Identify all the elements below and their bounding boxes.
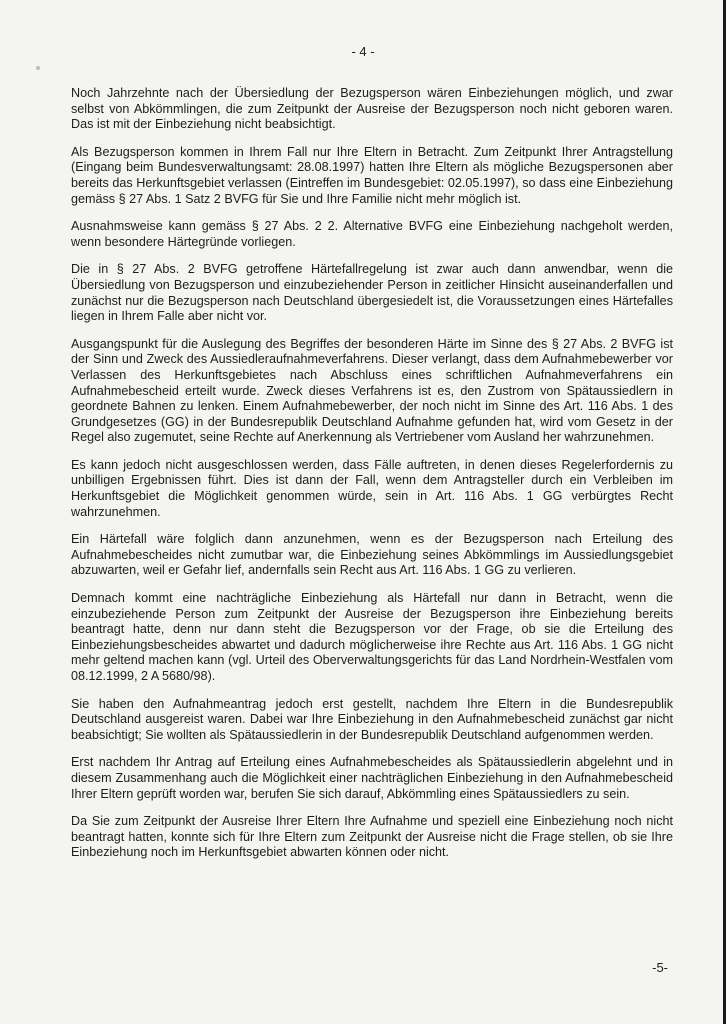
next-page-indicator: -5-	[652, 960, 668, 975]
paragraph: Die in § 27 Abs. 2 BVFG getroffene Härtefallregelung ist zwar auch dann anwendbar, wenn die Übersiedlung von Bezugsperson und einzubeziehender Person in zeitlicher Hinsicht auseinanderfallen und zunächst nur die Bezugsperson nach Deutschland übergesiedelt ist, die Voraussetzungen eines Härtefalles liegen in Ihrem Falle aber nicht vor.	[71, 262, 673, 324]
letter-body	[71, 86, 673, 873]
paragraph: Da Sie zum Zeitpunkt der Ausreise Ihrer Eltern Ihre Aufnahme und speziell eine Einbeziehung noch nicht beantragt hatten, konnte sich für Ihre Eltern zum Zeitpunkt der Ausreise nicht die Frage stellen, ob sie Ihre Einbeziehung noch im Herkunftsgebiet abwarten können oder nicht.	[71, 814, 673, 860]
paragraph: Sie haben den Aufnahmeantrag jedoch erst gestellt, nachdem Ihre Eltern in die Bundesrepublik Deutschland ausgereist waren. Dabei war Ihre Einbeziehung in den Aufnahmebescheid zunächst gar nicht beabsichtigt; Sie wollten als Spätaussiedlerin in der Bundesrepublik Deutschland aufgenommen werden.	[71, 696, 673, 742]
paragraph: Es kann jedoch nicht ausgeschlossen werden, dass Fälle auftreten, in denen dieses Regelerfordernis zu unbilligen Ergebnissen führt. Dies ist dann der Fall, wenn dem Antragsteller durch ein Verbleiben im Herkunftsgebiet die Möglichkeit genommen würde, sein in Art. 116 Abs. 1 GG verbürgtes Recht wahrzunehmen.	[71, 457, 673, 519]
paragraph: Als Bezugsperson kommen in Ihrem Fall nur Ihre Eltern in Betracht. Zum Zeitpunkt Ihrer Antragstellung (Eingang beim Bundesverwaltungsamt: 28.08.1997) hatten Ihre Eltern als mögliche Bezugspersonen aber bereits das Herkunftsgebiet verlassen (Eintreffen im Bundesgebiet: 02.05.1997), so dass eine Einbeziehung gemäss § 27 Abs. 1 Satz 2 BVFG für Sie und Ihre Familie nicht mehr möglich ist.	[71, 144, 673, 206]
page-number: - 4 -	[351, 44, 375, 59]
paragraph: Ausnahmsweise kann gemäss § 27 Abs. 2 2. Alternative BVFG eine Einbeziehung nachgeholt werden, wenn besondere Härtegründe vorliegen.	[71, 219, 673, 249]
paragraph: Noch Jahrzehnte nach der Übersiedlung der Bezugsperson wären Einbeziehungen möglich, und zwar selbst von Abkömmlingen, die zum Zeitpunkt der Ausreise der Bezugsperson noch nicht geboren waren. Das ist mit der Einbeziehung nicht beabsichtigt.	[71, 86, 673, 132]
paragraph: Demnach kommt eine nachträgliche Einbeziehung als Härtefall nur dann in Betracht, wenn die einzubeziehende Person zum Zeitpunkt der Ausreise der Bezugsperson ihre Einbeziehung bereits beantragt hatte, denn nur dann steht die Bezugsperson vor der Frage, ob sie die Erteilung des Einbeziehungsbescheides abwartet und dadurch möglicherweise ihre Rechte aus Art. 116 Abs. 1 GG nicht mehr geltend machen kann (vgl. Urteil des Oberverwaltungsgerichts für das Land Nordrhein-Westfalen vom 08.12.1999, 2 A 5680/98).	[71, 591, 673, 683]
scan-speck	[36, 66, 40, 70]
paragraph: Ein Härtefall wäre folglich dann anzunehmen, wenn es der Bezugsperson nach Erteilung des Aufnahmebescheides nicht zumutbar war, die Einbeziehung seines Abkömmlings im Aussiedlungsgebiet abzuwarten, weil er Gefahr lief, andernfalls sein Recht aus Art. 116 Abs. 1 GG zu verlieren.	[71, 532, 673, 578]
paragraph: Erst nachdem Ihr Antrag auf Erteilung eines Aufnahmebescheides als Spätaussiedlerin abgelehnt und in diesem Zusammenhang auch die Möglichkeit einer nachträglichen Einbeziehung in den Aufnahmebescheid Ihrer Eltern geprüft worden war, berufen Sie sich darauf, Abkömmling eines Spätaussiedlers zu sein.	[71, 755, 673, 801]
paragraph: Ausgangspunkt für die Auslegung des Begriffes der besonderen Härte im Sinne des § 27 Abs. 2 BVFG ist der Sinn und Zweck des Aussiedleraufnahmeverfahrens. Dieser verlangt, dass dem Aufnahmebewerber vor Verlassen des Herkunftsgebietes nach Abschluss eines schriftlichen Aufnahmeverfahrens ein Aufnahmebescheid erteilt wurde. Zweck dieses Verfahrens ist es, den Zustrom von Spätaussiedlern in geordnete Bahnen zu lenken. Einem Aufnahmebewerber, der noch nicht im Sinne des Art. 116 Abs. 1 des Grundgesetzes (GG) in der Bundesrepublik Deutschland Aufnahme gefunden hat, wird vom Gesetz in der Regel also zugemutet, seine Rechte auf Anerkennung als Vertriebener vom Ausland her wahrzunehmen.	[71, 336, 673, 445]
